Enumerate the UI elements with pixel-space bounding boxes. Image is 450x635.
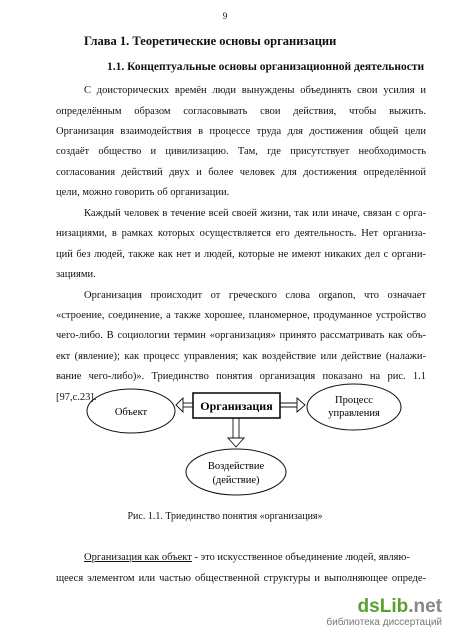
- paragraph-line: цели, можно говорить об организации.: [56, 187, 230, 198]
- paragraph-line: создаёт общество и цивилизацию. Там, где присутствует необходимость: [56, 146, 426, 157]
- process-label-line1: Процесс: [335, 395, 373, 406]
- paragraph-line: чего-либо. В социологии термин «организация» принято рассматривать как объ-: [56, 330, 426, 341]
- impact-label-line2: (действие): [212, 475, 260, 486]
- paragraph-line: Организация происходит от греческого слова organon, что означает: [84, 290, 426, 301]
- section-title: 1.1. Концептуальные основы организационной деятельности: [107, 61, 425, 73]
- paragraph-line: «строение, соединение, а также хорошее, планомерное, продуманное устройство: [56, 310, 426, 321]
- paragraph-line: вание чего-либо)». Триединство понятия организация показано на рис. 1.1: [56, 371, 426, 382]
- paragraph-line: ект (явление); как процесс управления; как воздействие или действие (налажи-: [56, 351, 426, 362]
- figure-caption: Рис. 1.1. Триединство понятия «организация»: [127, 511, 323, 522]
- paragraph-line: ций без людей, также как нет и людей, которые не имеют никаких дел с органи-: [56, 249, 426, 260]
- arrow-to-object: [176, 398, 193, 412]
- final-paragraph-line1: [84, 551, 410, 564]
- paragraph-line: зациями.: [56, 269, 96, 280]
- process-ellipse: [307, 384, 401, 430]
- impact-label-line1: Воздействие: [207, 461, 265, 472]
- chapter-title: Глава 1. Теоретические основы организации: [84, 34, 337, 48]
- arrow-to-process: [280, 398, 305, 412]
- paragraph-line: Организация взаимодействия в процессе труда для достижения общей цели: [56, 126, 426, 137]
- watermark: [326, 597, 442, 629]
- term-object: Организация как объект: [84, 552, 192, 563]
- watermark-logo: dsLib.net: [357, 596, 442, 617]
- paragraph-line: Каждый человек в течение всей своей жизни, так или иначе, связан с орга-: [84, 208, 426, 219]
- paragraph-line: [97,с.23].: [56, 392, 97, 403]
- watermark-subtitle: библиотека диссертаций: [326, 617, 442, 628]
- paragraph-line: С доисторических времён люди вынуждены объединять свои усилия и: [84, 85, 426, 96]
- paragraph-line: определённым образом согласовывать свои действия, чтобы выжить.: [56, 106, 426, 117]
- process-label-line2: управления: [328, 408, 380, 419]
- object-label: Объект: [114, 407, 148, 418]
- arrow-to-impact: [228, 418, 244, 447]
- final-line1-rest: - это искусственное объединение людей, являю-: [191, 552, 410, 563]
- paragraph-line: низациями, в рамках которых осуществляется его деятельность. Нет организа-: [56, 228, 426, 239]
- page-number: 9: [222, 11, 228, 21]
- impact-ellipse: [186, 449, 286, 495]
- organization-label: Организация: [200, 399, 273, 413]
- paragraph-line: согласования действий двух и более человек для достижения определённой: [56, 167, 426, 178]
- final-paragraph-line2: щееся элементом или частью общественной структуры и выполняющее опреде-: [56, 573, 426, 584]
